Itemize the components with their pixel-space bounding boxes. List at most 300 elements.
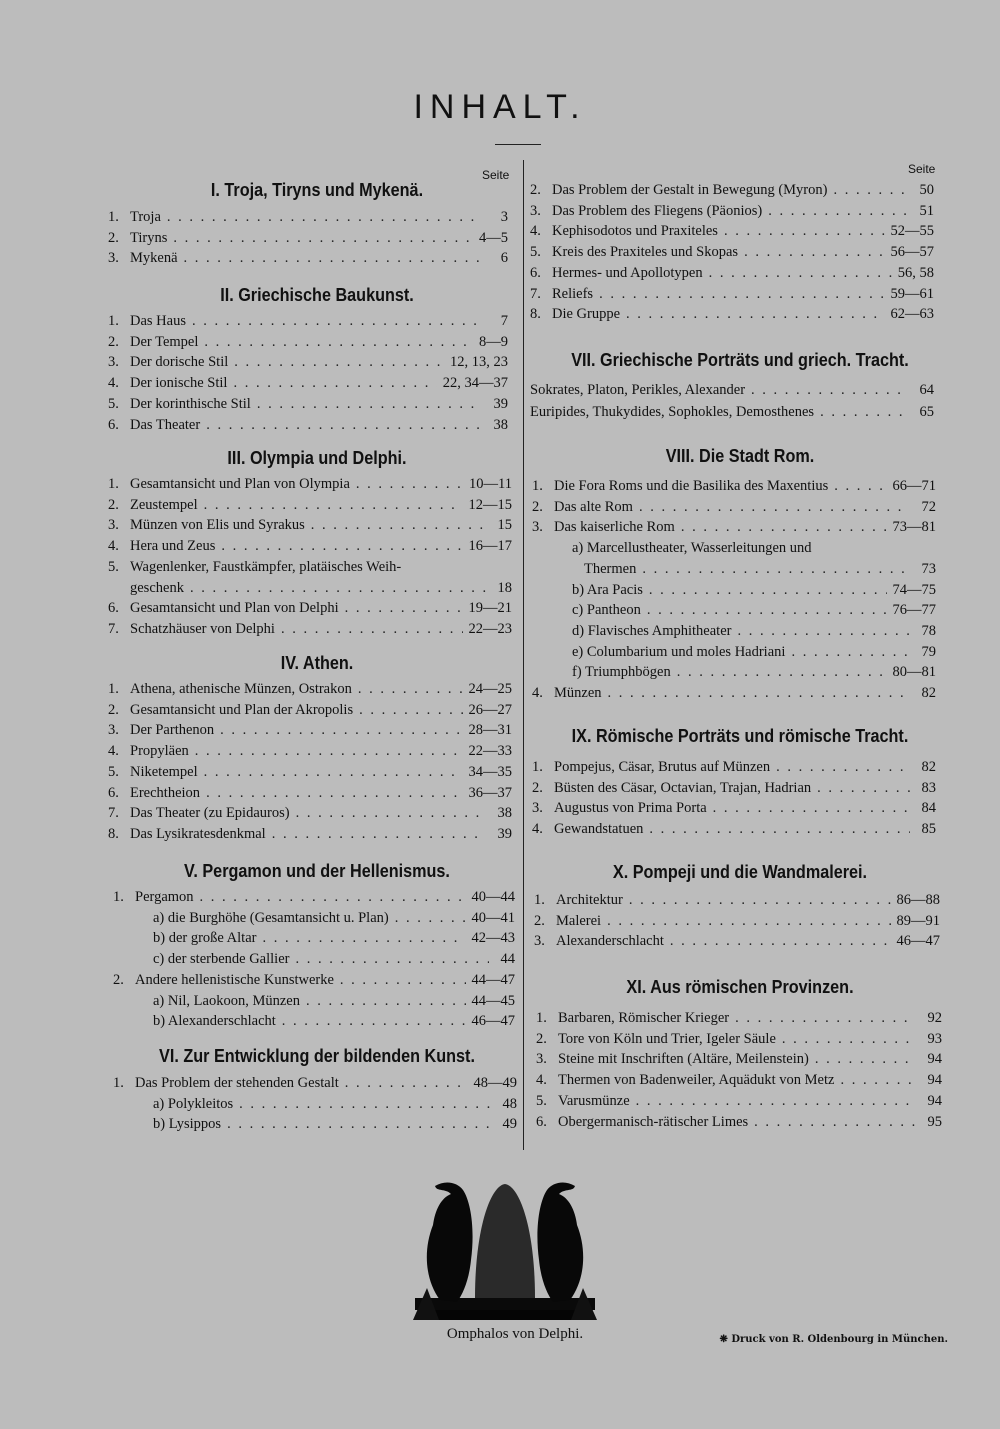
seite-label-left: Seite bbox=[482, 168, 510, 182]
page-number: 80—81 bbox=[892, 664, 936, 681]
toc-entry bbox=[532, 662, 936, 683]
toc-entry bbox=[108, 720, 512, 741]
entry-title: a) Marcellustheater, Wasserleitungen und bbox=[572, 540, 812, 557]
toc-entry bbox=[108, 598, 512, 619]
entry-title: Das Problem des Fliegens (Päonios) bbox=[552, 202, 763, 219]
section-heading: III. Olympia und Delphi. bbox=[227, 448, 407, 468]
entry-title: Das Theater (zu Epidauros) bbox=[130, 805, 290, 822]
entry-number bbox=[532, 600, 554, 621]
page-number: 40—44 bbox=[471, 889, 515, 905]
entry-number: 3. bbox=[536, 1051, 547, 1068]
entry-number: 8. bbox=[108, 825, 119, 842]
toc-entry bbox=[108, 700, 512, 721]
leader-dots bbox=[602, 683, 910, 704]
page-number: 52—55 bbox=[890, 223, 934, 240]
leader-dots bbox=[785, 642, 910, 663]
entry-number: 1. bbox=[534, 892, 545, 908]
section-heading: VI. Zur Entwicklung der bildenden Kunst. bbox=[159, 1046, 475, 1066]
toc-entry bbox=[532, 476, 936, 497]
leader-dots bbox=[300, 991, 466, 1012]
entry-number: 5. bbox=[108, 395, 119, 412]
leader-dots bbox=[290, 803, 486, 824]
toc-entry bbox=[530, 221, 934, 242]
entry-number: 6. bbox=[108, 784, 119, 801]
page-number: 46—47 bbox=[471, 1013, 515, 1030]
leader-dots bbox=[834, 1070, 916, 1091]
section-heading: IX. Römische Porträts und römische Tracht. bbox=[571, 726, 909, 746]
entry-title: Niketempel bbox=[130, 763, 198, 780]
leader-dots bbox=[762, 201, 908, 222]
entry-number: 7. bbox=[108, 805, 119, 822]
leader-dots bbox=[641, 600, 887, 621]
entry-title: Alexanderschlacht bbox=[556, 933, 664, 950]
page-number bbox=[486, 557, 512, 578]
leader-dots bbox=[664, 931, 891, 952]
leader-dots bbox=[633, 497, 910, 518]
page-number: 94 bbox=[927, 1092, 942, 1109]
page-number: 82 bbox=[921, 759, 936, 775]
leader-dots bbox=[184, 578, 486, 599]
page-number: 15 bbox=[497, 517, 512, 534]
entry-number: 7. bbox=[108, 620, 119, 637]
entry-title: Die Gruppe bbox=[552, 306, 621, 323]
page-number: 44 bbox=[500, 951, 515, 968]
toc-entry bbox=[113, 928, 515, 949]
entry-title: Augustus von Prima Porta bbox=[554, 800, 707, 817]
section-heading: II. Griechische Baukunst. bbox=[220, 285, 414, 305]
entry-number: 7. bbox=[530, 285, 541, 302]
page-number: 38 bbox=[493, 416, 508, 433]
column-divider bbox=[523, 160, 524, 1150]
leader-dots bbox=[334, 970, 466, 991]
entry-number: 3. bbox=[532, 800, 543, 817]
entry-number: 4. bbox=[108, 743, 119, 760]
leader-dots bbox=[809, 1049, 916, 1070]
leader-dots bbox=[671, 662, 887, 683]
page-number: 92 bbox=[927, 1010, 942, 1026]
page-number: 22, 34—37 bbox=[442, 375, 508, 392]
entry-number: 1. bbox=[108, 681, 119, 697]
leader-dots bbox=[178, 248, 482, 269]
leader-dots bbox=[305, 515, 486, 536]
toc-entry bbox=[534, 931, 940, 952]
entry-title: b) Alexanderschlacht bbox=[153, 1013, 276, 1030]
page-number: 44—47 bbox=[471, 971, 515, 988]
toc-entry bbox=[108, 619, 512, 640]
page-number: 89—91 bbox=[896, 912, 940, 929]
page-number: 86—88 bbox=[896, 892, 940, 908]
leader-dots bbox=[194, 887, 466, 908]
leader-dots bbox=[707, 798, 910, 819]
page-number: 79 bbox=[921, 643, 936, 660]
toc-entry bbox=[108, 207, 508, 228]
entry-title: Propyläen bbox=[130, 743, 189, 760]
entry-title: d) Flavisches Amphitheater bbox=[572, 622, 732, 639]
entry-number: 6. bbox=[108, 416, 119, 433]
leader-dots bbox=[731, 621, 910, 642]
leader-dots bbox=[353, 700, 462, 721]
entry-title: Kephisodotos und Praxiteles bbox=[552, 223, 718, 240]
page-number: 66—71 bbox=[892, 478, 936, 494]
toc-entry bbox=[530, 242, 934, 263]
page-number: 82 bbox=[921, 685, 936, 701]
entry-title: Zeustempel bbox=[130, 496, 198, 513]
toc-entry bbox=[534, 911, 940, 932]
page-number: 84 bbox=[921, 800, 936, 817]
entry-title: Pompejus, Cäsar, Brutus auf Münzen bbox=[554, 759, 771, 775]
entry-title: Der dorische Stil bbox=[130, 354, 229, 371]
entry-number: 3. bbox=[532, 519, 543, 536]
entry-title: Wagenlenker, Faustkämpfer, platäisches Weih- bbox=[130, 558, 402, 575]
entry-title: a) Nil, Laokoon, Münzen bbox=[153, 992, 300, 1009]
leader-dots bbox=[593, 284, 884, 305]
leader-dots bbox=[745, 380, 908, 401]
leader-dots bbox=[643, 580, 887, 601]
toc-entry bbox=[532, 538, 936, 559]
toc-entry bbox=[532, 600, 936, 621]
leader-dots bbox=[339, 598, 463, 619]
entry-number bbox=[113, 1114, 135, 1135]
page-number: 22—33 bbox=[468, 743, 512, 760]
entry-number: 1. bbox=[108, 313, 119, 329]
toc-entry bbox=[536, 1029, 942, 1050]
page-number: 72 bbox=[921, 498, 936, 515]
section-heading: XI. Aus römischen Provinzen. bbox=[626, 977, 854, 997]
toc-entry bbox=[534, 890, 940, 911]
entry-title: Der Tempel bbox=[130, 333, 199, 350]
entry-number bbox=[113, 908, 135, 929]
entry-title: Das Theater bbox=[130, 416, 201, 433]
title-rule bbox=[495, 144, 541, 145]
toc-entry bbox=[108, 474, 512, 495]
toc-entry bbox=[108, 228, 508, 249]
entry-title: Mykenä bbox=[130, 250, 178, 267]
page-number: 16—17 bbox=[468, 538, 512, 555]
leader-dots bbox=[636, 559, 910, 580]
page-number: 50 bbox=[919, 182, 934, 198]
toc-entry bbox=[532, 621, 936, 642]
leader-dots bbox=[601, 911, 890, 932]
toc-entry bbox=[113, 991, 515, 1012]
entry-number: 2. bbox=[532, 779, 543, 796]
toc-entry bbox=[530, 201, 934, 222]
leader-dots bbox=[748, 1112, 916, 1133]
entry-title: Euripides, Thukydides, Sophokles, Demosthenes bbox=[530, 404, 815, 420]
entry-number: 5. bbox=[536, 1092, 547, 1109]
toc-entry bbox=[108, 394, 508, 415]
page-number: 76—77 bbox=[892, 602, 936, 619]
page-number: 3 bbox=[500, 209, 508, 225]
entry-title: Büsten des Cäsar, Octavian, Trajan, Hadrian bbox=[554, 779, 812, 796]
page-number: 65 bbox=[919, 404, 934, 420]
leader-dots bbox=[251, 394, 482, 415]
toc-entry bbox=[530, 263, 934, 284]
leader-dots bbox=[214, 720, 462, 741]
page-number: 24—25 bbox=[468, 681, 512, 697]
leader-dots bbox=[643, 819, 910, 840]
toc-entry bbox=[108, 803, 512, 824]
leader-dots bbox=[703, 263, 892, 284]
toc-entry bbox=[108, 578, 512, 599]
page-number: 28—31 bbox=[468, 722, 512, 739]
leader-dots bbox=[630, 1091, 916, 1112]
page-number: 46—47 bbox=[896, 933, 940, 950]
page-number: 42—43 bbox=[471, 930, 515, 947]
entry-title: Münzen bbox=[554, 685, 602, 701]
page-number: 19—21 bbox=[468, 600, 512, 617]
page-number: 6 bbox=[500, 250, 508, 267]
entry-title: geschenk bbox=[130, 579, 184, 596]
entry-number: 4. bbox=[532, 685, 543, 701]
leader-dots bbox=[189, 741, 463, 762]
toc-entry bbox=[113, 1094, 517, 1115]
entry-number: 1. bbox=[108, 209, 119, 225]
entry-title: Architektur bbox=[556, 892, 623, 908]
entry-title: Hera und Zeus bbox=[130, 538, 216, 555]
toc-entry bbox=[108, 783, 512, 804]
toc-entry bbox=[108, 762, 512, 783]
toc-entry bbox=[108, 824, 512, 845]
leader-dots bbox=[200, 415, 482, 436]
page-number: 73—81 bbox=[892, 519, 936, 536]
page-number: 40—41 bbox=[471, 909, 515, 926]
page-number: 44—45 bbox=[471, 992, 515, 1009]
leader-dots bbox=[215, 536, 462, 557]
toc-entry bbox=[108, 515, 512, 536]
entry-title: Die Fora Roms und die Basilika des Maxentius bbox=[554, 478, 829, 494]
toc-entry bbox=[532, 497, 936, 518]
entry-title: Obergermanisch-rätischer Limes bbox=[558, 1113, 749, 1130]
entry-title: Münzen von Elis und Syrakus bbox=[130, 517, 305, 534]
toc-entry bbox=[532, 798, 936, 819]
entry-title: Der Parthenon bbox=[130, 722, 215, 739]
leader-dots bbox=[198, 495, 463, 516]
toc-entry bbox=[530, 402, 934, 423]
entry-number: 3. bbox=[534, 933, 545, 950]
entry-title: Sokrates, Platon, Perikles, Alexander bbox=[530, 382, 746, 398]
entry-number bbox=[113, 928, 135, 949]
entry-title: Das Lysikratesdenkmal bbox=[130, 825, 266, 842]
page-number: 78 bbox=[921, 622, 936, 639]
toc-entry bbox=[108, 557, 512, 578]
entry-number: 5. bbox=[530, 244, 541, 261]
toc-entry bbox=[108, 415, 508, 436]
page-number: 51 bbox=[919, 202, 934, 219]
toc-entry bbox=[113, 1011, 515, 1032]
leader-dots bbox=[675, 517, 887, 538]
entry-number: 2. bbox=[108, 229, 119, 246]
entry-number bbox=[532, 538, 554, 559]
leader-dots bbox=[827, 180, 908, 201]
page-number: 12, 13, 23 bbox=[450, 354, 508, 371]
entry-title: Steine mit Inschriften (Altäre, Meilenstein) bbox=[558, 1051, 809, 1068]
toc-entry bbox=[536, 1112, 942, 1133]
leader-dots bbox=[289, 949, 489, 970]
entry-title: Schatzhäuser von Delphi bbox=[130, 620, 275, 637]
page-number: 95 bbox=[927, 1113, 942, 1130]
page-number: 36—37 bbox=[468, 784, 512, 801]
page-number: 94 bbox=[927, 1072, 942, 1089]
toc-entry bbox=[108, 495, 512, 516]
toc-entry bbox=[536, 1049, 942, 1070]
leader-dots bbox=[623, 890, 891, 911]
entry-title: Kreis des Praxiteles und Skopas bbox=[552, 244, 739, 261]
leader-dots bbox=[729, 1008, 916, 1029]
page-number: 56, 58 bbox=[897, 264, 934, 281]
page-number: 48 bbox=[502, 1095, 517, 1112]
entry-number: 6. bbox=[530, 264, 541, 281]
toc-entry bbox=[113, 949, 515, 970]
leader-dots bbox=[828, 476, 886, 497]
page-number: 73 bbox=[921, 560, 936, 577]
toc-entry bbox=[108, 373, 508, 394]
toc-entry bbox=[532, 819, 936, 840]
page-number: 39 bbox=[497, 825, 512, 842]
leader-dots bbox=[339, 1073, 468, 1094]
leader-dots bbox=[352, 679, 463, 700]
leader-dots bbox=[266, 824, 486, 845]
entry-title: Malerei bbox=[556, 912, 602, 929]
toc-entry bbox=[530, 180, 934, 201]
section-heading: V. Pergamon und der Hellenismus. bbox=[184, 861, 450, 881]
entry-title: Der korinthische Stil bbox=[130, 395, 251, 412]
page-number: 4—5 bbox=[479, 229, 508, 246]
toc-entry bbox=[532, 757, 936, 778]
toc-entry bbox=[532, 517, 936, 538]
entry-number: 3. bbox=[108, 517, 119, 534]
entry-number bbox=[113, 991, 135, 1012]
entry-number: 1. bbox=[108, 476, 119, 492]
leader-dots bbox=[221, 1114, 491, 1135]
page-number: 85 bbox=[921, 821, 936, 838]
entry-number: 2. bbox=[532, 498, 543, 515]
leader-dots bbox=[738, 242, 884, 263]
entry-number: 2. bbox=[534, 912, 545, 929]
leader-dots bbox=[814, 402, 908, 423]
leader-dots bbox=[256, 928, 465, 949]
section-heading: VIII. Die Stadt Rom. bbox=[665, 446, 815, 466]
entry-number: 3. bbox=[108, 250, 119, 267]
entry-number bbox=[532, 642, 554, 663]
page-number: 22—23 bbox=[468, 620, 512, 637]
leader-dots bbox=[228, 352, 444, 373]
entry-number: 1. bbox=[532, 759, 543, 775]
entry-number bbox=[532, 621, 554, 642]
toc-entry bbox=[108, 536, 512, 557]
entry-number: 3. bbox=[108, 354, 119, 371]
entry-title: Der ionische Stil bbox=[130, 375, 228, 392]
entry-title: c) Pantheon bbox=[572, 602, 641, 619]
entry-number: 2. bbox=[113, 971, 124, 988]
section-heading: X. Pompeji und die Wandmalerei. bbox=[612, 862, 868, 882]
entry-number: 3. bbox=[530, 202, 541, 219]
page-number: 8—9 bbox=[479, 333, 508, 350]
page-number: 12—15 bbox=[468, 496, 512, 513]
leader-dots bbox=[811, 778, 910, 799]
entry-number: 4. bbox=[536, 1072, 547, 1089]
leader-dots bbox=[161, 207, 482, 228]
entry-title: Tiryns bbox=[130, 229, 168, 246]
entry-number: 6. bbox=[536, 1113, 547, 1130]
page-number: 38 bbox=[497, 805, 512, 822]
image-caption: Omphalos von Delphi. bbox=[446, 1326, 584, 1342]
page-number: 59—61 bbox=[890, 285, 934, 302]
entry-number bbox=[113, 1094, 135, 1115]
entry-number: 2. bbox=[108, 333, 119, 350]
page-number: 74—75 bbox=[892, 581, 936, 598]
leader-dots bbox=[276, 1011, 466, 1032]
toc-entry bbox=[536, 1070, 942, 1091]
toc-entry bbox=[108, 332, 508, 353]
leader-dots bbox=[233, 1094, 491, 1115]
entry-title: Das Problem der stehenden Gestalt bbox=[135, 1075, 339, 1091]
page-number: 34—35 bbox=[468, 763, 512, 780]
toc-entry bbox=[108, 352, 508, 373]
entry-title: Barbaren, Römischer Krieger bbox=[558, 1010, 730, 1026]
seite-label-right: Seite bbox=[908, 162, 936, 176]
entry-number: 2. bbox=[108, 701, 119, 718]
entry-title: Das Problem der Gestalt in Bewegung (Myron) bbox=[552, 182, 828, 198]
page-number: 64 bbox=[919, 382, 934, 398]
entry-title: Andere hellenistische Kunstwerke bbox=[135, 971, 334, 988]
leader-dots bbox=[227, 373, 436, 394]
printer-imprint: ❋ Druck von R. Oldenbourg in München. bbox=[719, 1334, 948, 1345]
entry-title: b) Ara Pacis bbox=[572, 581, 643, 598]
toc-entry bbox=[532, 580, 936, 601]
entry-number bbox=[532, 559, 554, 580]
leader-dots bbox=[198, 762, 463, 783]
leader-dots bbox=[200, 783, 462, 804]
entry-title: Reliefs bbox=[552, 285, 594, 302]
leader-dots bbox=[186, 311, 482, 332]
toc-entry bbox=[532, 559, 936, 580]
entry-number bbox=[532, 662, 554, 683]
entry-title: Erechtheion bbox=[130, 784, 201, 801]
entry-title: Tore von Köln und Trier, Igeler Säule bbox=[558, 1030, 776, 1047]
entry-number: 1. bbox=[536, 1010, 547, 1026]
entry-title: Gewandstatuen bbox=[554, 821, 644, 838]
entry-number bbox=[113, 949, 135, 970]
leader-dots bbox=[198, 332, 473, 353]
entry-number bbox=[108, 578, 130, 599]
toc-entry bbox=[532, 778, 936, 799]
toc-entry bbox=[530, 380, 934, 401]
toc-entry bbox=[530, 284, 934, 305]
page-number: 83 bbox=[921, 779, 936, 796]
page-number bbox=[910, 538, 936, 559]
entry-title: f) Triumphbögen bbox=[572, 664, 671, 681]
entry-number: 3. bbox=[108, 722, 119, 739]
entry-title: Hermes- und Apollotypen bbox=[552, 264, 703, 281]
entry-number: 1. bbox=[532, 478, 543, 494]
entry-title: Das alte Rom bbox=[554, 498, 633, 515]
page-number: 49 bbox=[502, 1116, 517, 1133]
section-heading: I. Troja, Tiryns und Mykenä. bbox=[210, 180, 424, 200]
entry-number: 4. bbox=[530, 223, 541, 240]
leader-dots bbox=[770, 757, 910, 778]
entry-number: 8. bbox=[530, 306, 541, 323]
toc-entry bbox=[113, 970, 515, 991]
entry-title: a) die Burghöhe (Gesamtansicht u. Plan) bbox=[153, 909, 389, 926]
page-number: 93 bbox=[927, 1030, 942, 1047]
entry-title: Das kaiserliche Rom bbox=[554, 519, 675, 536]
entry-number: 2. bbox=[530, 182, 541, 198]
leader-dots bbox=[350, 474, 463, 495]
entry-number: 4. bbox=[108, 538, 119, 555]
toc-entry bbox=[532, 683, 936, 704]
section-heading: IV. Athen. bbox=[280, 653, 354, 673]
toc-entry bbox=[108, 679, 512, 700]
